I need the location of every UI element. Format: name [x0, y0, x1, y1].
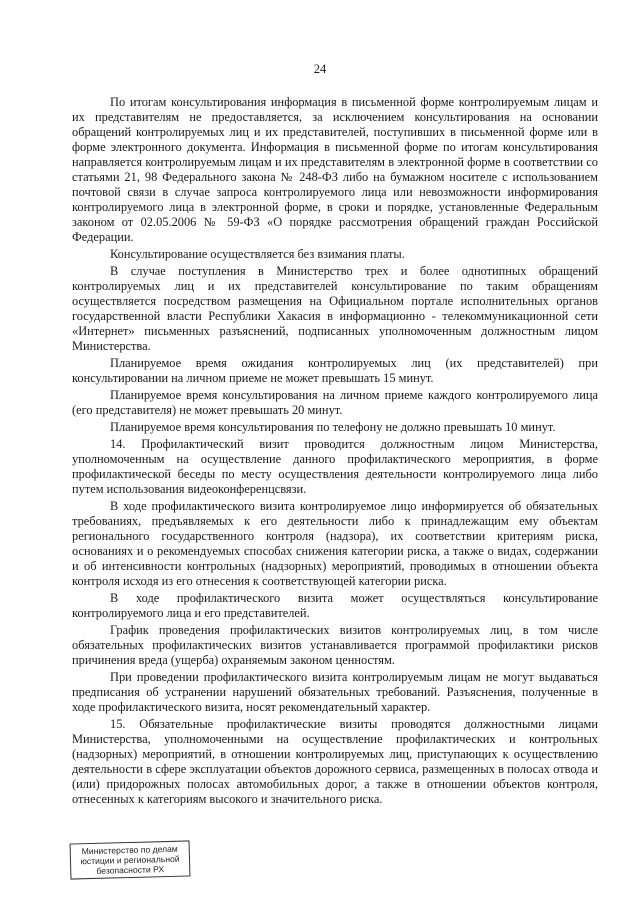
paragraph-visit-information: В ходе профилактического визита контролируемое лицо информируется об обязательных требованиях, предъявляемых к его деятельности либо к принадлежащим ему объектам регионального государственного контроля (надзора), их соответствии критериям риска, основаниях и о рекомендуемых способах снижения категории риска, а также о видах, содержании и об интенсивности контрольных (надзорных) мероприятий, проводимых в отношении объекта контроля исходя из его отнесения к соответствующей категории риска.: [72, 499, 598, 588]
ministry-stamp: [70, 840, 191, 879]
paragraph-visit-schedule: График проведения профилактических визитов контролируемых лиц, в том числе обязательных профилактических визитов устанавливается программой профилактики рисков причинения вреда (ущерба) охраняемым законом ценностям.: [72, 623, 598, 667]
paragraph-consultation-results: По итогам консультирования информация в письменной форме контролируемым лицам и их представителям не предоставляется, за исключением консультирования на основании обращений контролируемых лиц и их представителей, поступивших в письменной форме или в форме электронного документа. Информация в письменной форме по итогам консультирования направляется контролируемым лицам и их представителям в электронной форме в соответствии со статьями 21, 98 Федерального закона № 248-ФЗ либо на бумажном носителе с использованием почтовой связи в случае запроса контролируемого лица или невозможности информирования контролируемого лица в электронной форме, в сроки и порядке, установленные Федеральным законом от 02.05.2006 № 59-ФЗ «О порядке рассмотрения обращений граждан Российской Федерации.: [72, 95, 598, 244]
paragraph-section-15: 15. Обязательные профилактические визиты проводятся должностными лицами Министерства, уполномоченными на осуществление профилактических и контрольных (надзорных) мероприятий, в отношении контролируемых лиц, приступающих к осуществлению деятельности в сфере эксплуатации объектов дорожного сервиса, размещенных в полосах отвода и (или) придорожных полосах автомобильных дорог, а также в отношении объектов контроля, отнесенных к категориям высокого и значительного риска.: [72, 717, 598, 806]
paragraph-phone-consultation-time: Планируемое время консультирования по телефону не должно превышать 10 минут.: [110, 420, 556, 434]
paragraph-wait-time: Планируемое время ожидания контролируемых лиц (их представителей) при консультировании на личном приеме не может превышать 15 минут.: [72, 356, 598, 385]
paragraph-no-prescriptions: При проведении профилактического визита контролируемым лицам не могут выдаваться предписания об устранении нарушений обязательных требований. Разъяснения, полученные в ходе профилактического визита, носят рекомендательный характер.: [72, 670, 598, 714]
paragraph-similar-requests: В случае поступления в Министерство трех и более однотипных обращений контролируемых лиц и их представителей консультирование по таким обращениям осуществляется посредством размещения на Официальном портале исполнительных органов государственной власти Республики Хакасия в информационно - телекоммуникационной сети «Интернет» письменных разъяснений, подписанных уполномоченным должностным лицом Министерства.: [72, 264, 598, 353]
paragraph-visit-consultation: В ходе профилактического визита может осуществляться консультирование контролируемого лица и его представителей.: [72, 591, 598, 620]
paragraph-free-consultation: Консультирование осуществляется без взимания платы.: [110, 247, 405, 261]
stamp-line: Министерство по делам: [81, 843, 178, 857]
paragraph-section-14: 14. Профилактический визит проводится должностным лицом Министерства, уполномоченным на осуществление данного профилактического мероприятия, в форме профилактической беседы по месту осуществления деятельности контролируемого лица либо путем использования видеоконференцсвязи.: [72, 437, 598, 496]
document-body: [72, 95, 598, 809]
stamp-line: безопасности РХ: [96, 864, 165, 876]
page-number: 24: [313, 62, 327, 76]
paragraph-personal-consultation-time: Планируемое время консультирования на личном приеме каждого контролируемого лица (его представителя) не может превышать 20 минут.: [72, 388, 598, 417]
stamp-line: юстиции и региональной: [80, 853, 180, 867]
